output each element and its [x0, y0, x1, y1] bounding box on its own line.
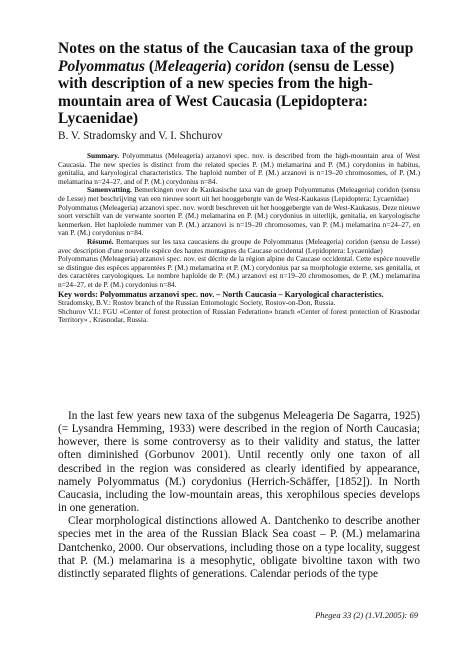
summary-text: Polyommatus (Meleageria) arzanovi spec. nov. is described from the high-mountain area of West Caucasia. The new species is distinct from the related species P. (M.) melamarina and P. (M.) corydonius in habitus, genitalia, and karyological characteristics. The haploid number of P. (M.) arzanovi is n=19–20 chromosomes, of P. (M.) melamarina n=24–27, and of P. (M.) corydonius n=84. [58, 151, 420, 186]
samenvatting-label: Samenvatting. [87, 185, 132, 195]
resume-body: Polyommatus (Meleageria) arzanovi spec. nov. est décrite de la région alpine du Caucase occidental. Cette espèce nouvelle se distingue des espèces apparentées P. (M.) melamarina et P. (M.) corydonius par sa morphologie externe, ses genitalia, et des caractères caryologiques. Le nombre haploïde de P. (M.) arzanovi est n=19–20 chromosomes, de P. (M.) melamarina n=24–27, et de P. (M.) corydonius n=84. [58, 254, 420, 289]
keywords: Key words: Polyommatus arzanovi spec. nov. – North Caucasia – Karyological characteristics. [58, 289, 384, 299]
abstracts [58, 152, 420, 325]
resume-paragraph [58, 238, 420, 255]
affiliation-1: Stradomsky, B.V.: Rostov branch of the Russian Entomologic Society, Rostov-on-Don, Russia. [58, 297, 336, 307]
summary-paragraph [58, 152, 420, 186]
authors: B. V. Stradomsky and V. I. Shchurov [58, 130, 223, 142]
summary-label: Summary. [87, 151, 120, 160]
page-footer: Phegea 33 (2) (1.VI.2005): 69 [315, 610, 418, 620]
samenvatting-text: Bemerkingen over de Kaukasische taxa van de groep Polyommatus (Meleageria) coridon (sensu de Lesse) met beschrijving van een nieuwe soort uit het hooggebergte van de West-Kaukasus (Lepidoptera: Lycaenidae) [58, 185, 421, 203]
resume-label: Résumé. [87, 236, 114, 246]
article-title: Notes on the status of the Caucasian taxa of the group Polyommatus (Meleageria) coridon (sensu de Lesse) with description of a new species from the high-mountain area of West Caucasia (Lepidoptera: Lycaenidae) [58, 40, 414, 128]
samenvatting-paragraph [58, 186, 420, 203]
affiliation-2: Shchurov V.I.: FGU «Center of forest protection of Russian Federation» branch «Center of forest protection of Krasnodar Territory» , Krasnodar, Russia. [58, 306, 420, 325]
article-body [58, 410, 420, 581]
resume-text: Remarques sur les taxa caucasiens du groupe de Polyommatus (Meleageria) coridon (sensu de Lesse) avec description d'une nouvelle espèce des hautes montagnes du Caucase occidental (Lepidoptera: Lycaenidae) [58, 236, 420, 255]
samenvatting-body: Polyommatus (Meleageria) arzanovi spec. nov. wordt beschreven uit het hooggebergte van de West-Kaukasus. Deze nieuwe soort verschilt van de verwante soorten P. (M.) melamarina en P. (M.) corydonius in uiterlijk, genitalia, en karyologische kenmerken. Het haploïede nummer van P. (M.) arzanovi is n=19–20 chromosomes, van P. (M.) melamarina n=24–27, en van P. (M.) corydonius n=84. [58, 202, 420, 238]
body-paragraph-2: Clear morphological distinctions allowed A. Dantchenko to describe another species met in the area of the Russian Black Sea coast – P. (M.) melamarina Dantchenko, 2000. Our observations, including those on a type locality, suggest that P. (M.) melamarina is a mesophytic, obligate bivoltine taxon with two distinctly separated flights of generations. Calendar periods of the type [58, 515, 420, 580]
body-paragraph-1: In the last few years new taxa of the subgenus Meleageria De Sagarra, 1925) (= Lysandra Hemming, 1933) were described in the region of North Caucasia; however, there is some controversy as to their validity and status, the latter often diminished (Gorbunov 2001). Until recently only one taxon of all described in the region was considered as clearly identified by appearance, namely Polyommatus (M.) corydonius (Herrich-Schäffer, [1852]). In North Caucasia, including the low-mountain areas, this xerophilous species develops in one generation. [58, 410, 420, 515]
